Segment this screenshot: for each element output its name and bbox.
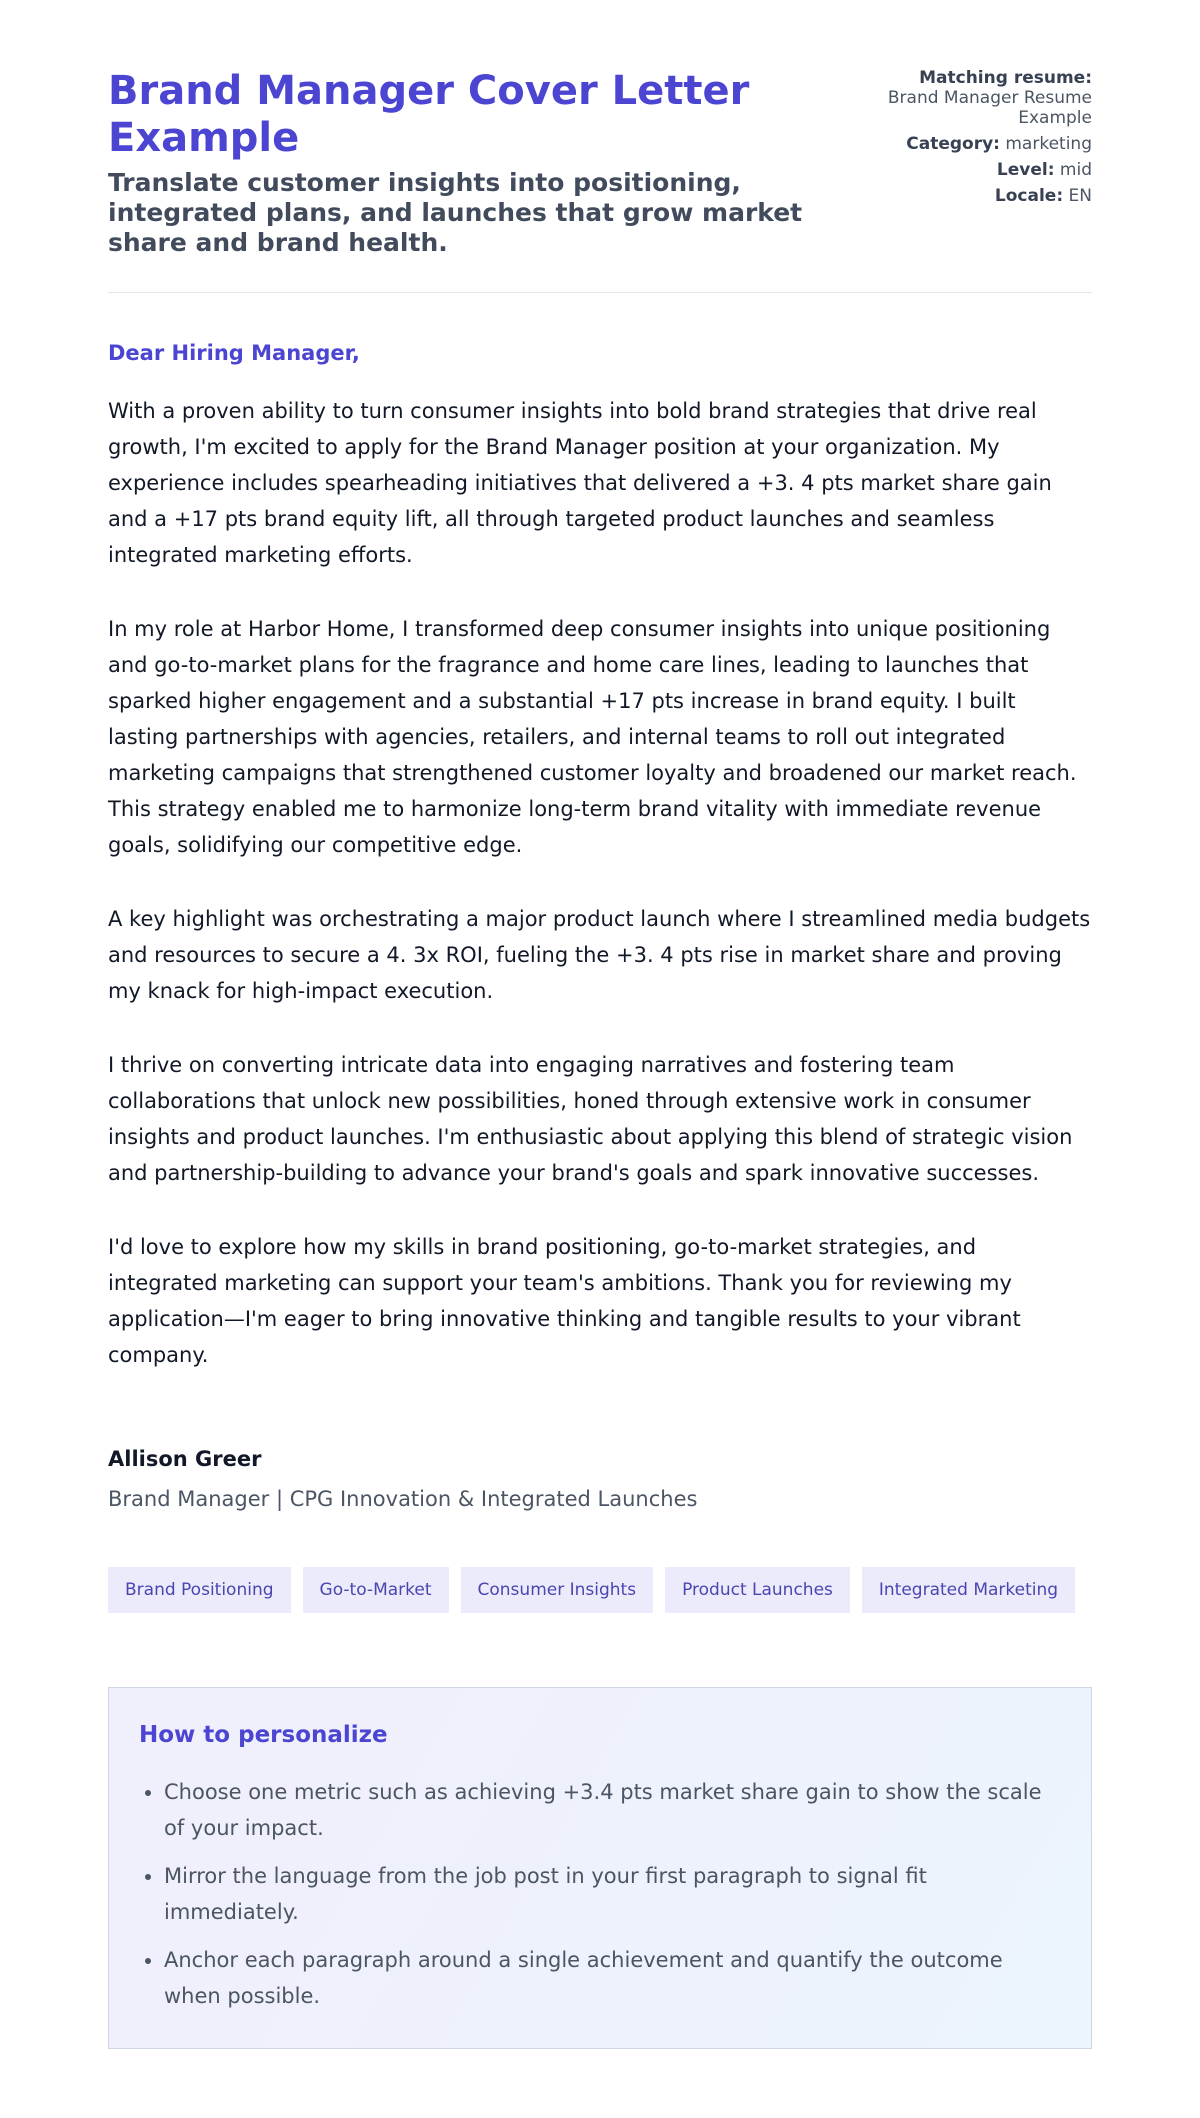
page-title: Brand Manager Cover Letter Example bbox=[108, 68, 750, 161]
cover-letter bbox=[108, 341, 1092, 1511]
skill-tags bbox=[108, 1567, 1092, 1613]
tips-list bbox=[139, 1774, 1061, 2014]
header-title-block bbox=[108, 68, 848, 258]
signature-block bbox=[108, 1447, 1092, 1511]
page-header bbox=[108, 68, 1092, 293]
letter-paragraph: I'd love to explore how my skills in brand positioning, go-to-market strategies, and integrated marketing can support your team's ambitions. Thank you for reviewing my application—I'm eager to bring innovative thinking and tangible results to your vibrant company. bbox=[108, 1235, 1021, 1367]
tip-item: • Anchor each paragraph around a single achievement and quantify the outcome when possible. bbox=[164, 1942, 1061, 2014]
level-row bbox=[852, 160, 1092, 180]
matching-resume-value: Brand Manager Resume Example bbox=[887, 88, 1092, 128]
tips-title: How to personalize bbox=[139, 1722, 388, 1748]
signature-title: Brand Manager | CPG Innovation & Integrated Launches bbox=[108, 1487, 698, 1511]
matching-resume-label: Matching resume: bbox=[919, 68, 1092, 88]
tip-item: • Choose one metric such as achieving +3.4 pts market share gain to show the scale of your impact. bbox=[164, 1774, 1061, 1846]
skill-tag: Consumer Insights bbox=[461, 1567, 654, 1613]
skill-tag: Brand Positioning bbox=[108, 1567, 291, 1613]
signature-name: Allison Greer bbox=[108, 1447, 262, 1471]
letter-paragraph: With a proven ability to turn consumer insights into bold brand strategies that drive real growth, I'm excited to apply for the Brand Manager position at your organization. My experience includes spearheading initiatives that delivered a +3. 4 pts market share gain and a +17 pts brand equity lift, all through targeted product launches and seamless integrated marketing efforts. bbox=[108, 399, 1052, 567]
category-value: marketing bbox=[1005, 134, 1092, 154]
skill-tag: Product Launches bbox=[665, 1567, 850, 1613]
personalize-tips-box bbox=[108, 1687, 1092, 2049]
letter-greeting: Dear Hiring Manager, bbox=[108, 341, 360, 365]
metadata-panel bbox=[852, 68, 1092, 212]
category-label: Category: bbox=[906, 134, 1000, 154]
level-value: mid bbox=[1059, 160, 1092, 180]
locale-label: Locale: bbox=[994, 186, 1064, 206]
letter-body bbox=[108, 393, 1092, 1373]
locale-value: EN bbox=[1068, 186, 1092, 206]
page-subtitle: Translate customer insights into positioning, integrated plans, and launches that grow market share and brand health. bbox=[108, 168, 803, 257]
level-label: Level: bbox=[996, 160, 1055, 180]
matching-resume-row bbox=[852, 68, 1092, 128]
letter-paragraph: I thrive on converting intricate data into engaging narratives and fostering team collaborations that unlock new possibilities, honed through extensive work in consumer insights and product launches. I'm enthusiastic about applying this blend of strategic vision and partnership-building to advance your brand's goals and spark innovative successes. bbox=[108, 1053, 1073, 1185]
letter-paragraph: In my role at Harbor Home, I transformed deep consumer insights into unique positioning and go-to-market plans for the fragrance and home care lines, leading to launches that sparked higher engagement and a substantial +17 pts increase in brand equity. I built lasting partnerships with agencies, retailers, and internal teams to roll out integrated marketing campaigns that strengthened customer loyalty and broadened our market reach. This strategy enabled me to harmonize long-term brand vitality with immediate revenue goals, solidifying our competitive edge. bbox=[108, 617, 1077, 857]
skill-tag: Integrated Marketing bbox=[862, 1567, 1075, 1613]
locale-row bbox=[852, 186, 1092, 206]
category-row bbox=[852, 134, 1092, 154]
skill-tag: Go-to-Market bbox=[303, 1567, 449, 1613]
tip-item: • Mirror the language from the job post in your first paragraph to signal fit immediately. bbox=[164, 1858, 1061, 1930]
letter-paragraph: A key highlight was orchestrating a major product launch where I streamlined media budgets and resources to secure a 4. 3x ROI, fueling the +3. 4 pts rise in market share and proving my knack for high-impact execution. bbox=[108, 907, 1091, 1003]
